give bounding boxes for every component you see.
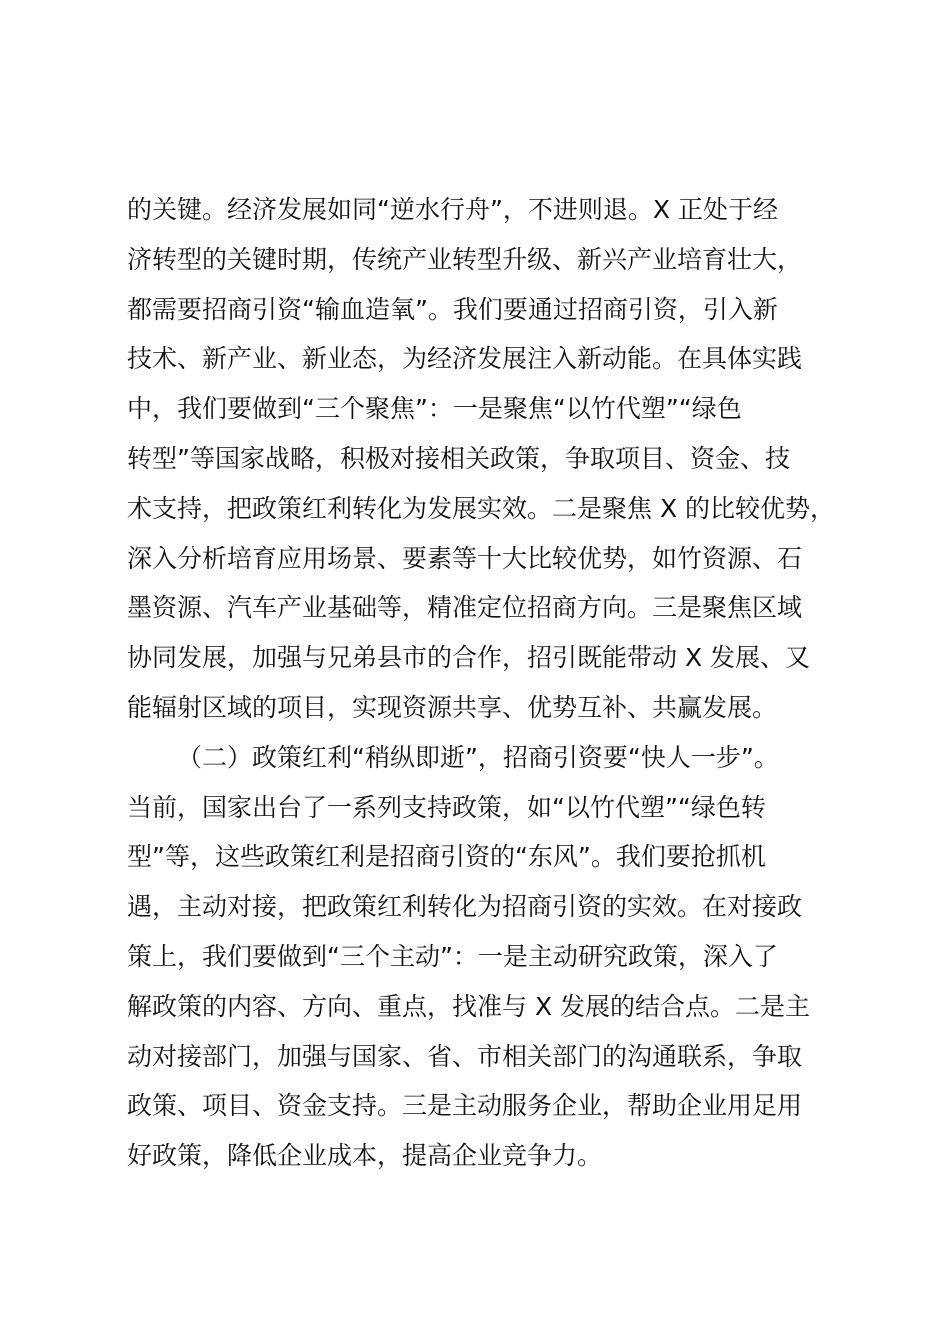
text-line-5: 中，我们要做到“三个聚焦”：一是聚焦“以竹代塑”“绿色 xyxy=(127,394,742,424)
text-line-10: 协同发展，加强与兄弟县市的合作，招引既能带动 X 发展、又 xyxy=(127,643,811,673)
text-line-4: 技术、新产业、新业态，为经济发展注入新动能。在具体实践 xyxy=(127,344,803,374)
text-line-15: 遇，主动对接，把政策红利转化为招商引资的实效。在对接政 xyxy=(127,892,803,922)
text-line-2: 济转型的关键时期，传统产业转型升级、新兴产业培育壮大， xyxy=(127,244,803,274)
text-line-3: 都需要招商引资“输血造氧”。我们要通过招商引资，引入新 xyxy=(127,294,778,324)
section-heading-2: （二）政策红利“稍纵即逝”，招商引资要“快人一步”。 xyxy=(177,742,779,772)
text-line-20: 好政策，降低企业成本，提高企业竞争力。 xyxy=(127,1141,603,1171)
text-line-13: 当前，国家出台了一系列支持政策，如“以竹代塑”“绿色转 xyxy=(127,792,766,822)
text-line-16: 策上，我们要做到“三个主动”：一是主动研究政策，深入了 xyxy=(127,941,778,971)
text-line-19: 政策、项目、资金支持。三是主动服务企业，帮助企业用足用 xyxy=(127,1091,803,1121)
text-line-18: 动对接部门，加强与国家、省、市相关部门的沟通联系，争取 xyxy=(127,1041,803,1071)
body-text xyxy=(127,185,867,1181)
text-line-1: 的关键。经济发展如同“逆水行舟”，不进则退。X 正处于经 xyxy=(127,195,778,224)
text-line-17: 解政策的内容、方向、重点，找准与 X 发展的结合点。二是主 xyxy=(127,991,811,1021)
text-line-8: 深入分析培育应用场景、要素等十大比较优势，如竹资源、石 xyxy=(127,543,803,573)
text-line-11: 能辐射区域的项目，实现资源共享、优势互补、共赢发展。 xyxy=(127,692,778,722)
text-line-6: 转型”等国家战略，积极对接相关政策，争取项目、资金、技 xyxy=(127,443,790,473)
text-line-9: 墨资源、汽车产业基础等，精准定位招商方向。三是聚焦区域 xyxy=(127,593,803,623)
text-line-7: 术支持，把政策红利转化为发展实效。二是聚焦 X 的比较优势， xyxy=(127,493,836,523)
text-line-14: 型”等，这些政策红利是招商引资的“东风”。我们要抢抓机 xyxy=(127,842,766,872)
